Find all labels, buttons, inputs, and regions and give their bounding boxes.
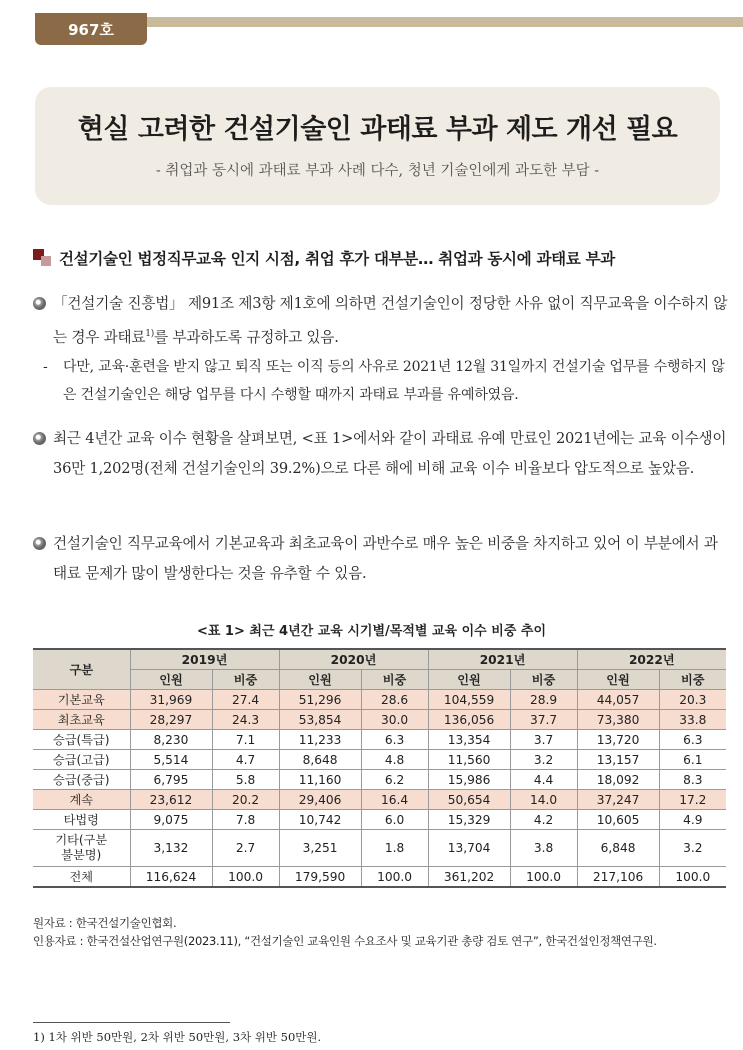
table-cell: 27.4 <box>212 690 279 710</box>
table-cell: 37.7 <box>510 710 577 730</box>
table-cell: 11,233 <box>279 730 361 750</box>
table-cell: 29,406 <box>279 790 361 810</box>
sub-header: 비중 <box>212 670 279 690</box>
table-cell: 4.9 <box>659 810 726 830</box>
table-cell: 23,612 <box>130 790 212 810</box>
education-table <box>33 648 726 888</box>
table-cell: 3.2 <box>659 830 726 867</box>
table-cell: 28,297 <box>130 710 212 730</box>
table-cell: 100.0 <box>510 867 577 888</box>
sub-header: 인원 <box>428 670 510 690</box>
table-row <box>33 750 726 770</box>
table-cell: 6,848 <box>577 830 659 867</box>
issue-number: 967호 <box>68 20 114 39</box>
table-cell: 33.8 <box>659 710 726 730</box>
row-label: 승급(고급) <box>33 750 130 770</box>
table-cell: 18,092 <box>577 770 659 790</box>
row-label: 최초교육 <box>33 710 130 730</box>
table-cell: 8,648 <box>279 750 361 770</box>
table-row <box>33 730 726 750</box>
table-cell: 8.3 <box>659 770 726 790</box>
table-corner-header: 구분 <box>33 649 130 690</box>
table-cell: 8,230 <box>130 730 212 750</box>
paragraph-3 <box>33 529 728 589</box>
table-row <box>33 830 726 867</box>
table-cell: 31,969 <box>130 690 212 710</box>
table-cell: 11,160 <box>279 770 361 790</box>
row-label: 승급(중급) <box>33 770 130 790</box>
source-notes <box>33 914 733 950</box>
row-label: 타법령 <box>33 810 130 830</box>
table-cell: 6.2 <box>361 770 428 790</box>
table-cell: 53,854 <box>279 710 361 730</box>
table-cell: 10,605 <box>577 810 659 830</box>
table-cell: 7.8 <box>212 810 279 830</box>
table-row <box>33 710 726 730</box>
paragraph-1-sub-text: 다만, 교육·훈련을 받지 않고 퇴직 또는 이직 등의 사유로 2021년 12월 31일까지 건설기술 업무를 수행하지 않은 건설기술인은 해당 업무를 다시 수행할 때까지 과태료 부과를 유예하였음. <box>63 359 725 403</box>
year-header: 2021년 <box>428 649 577 670</box>
table-cell: 51,296 <box>279 690 361 710</box>
table-cell: 100.0 <box>212 867 279 888</box>
table-cell: 28.6 <box>361 690 428 710</box>
table-cell: 7.1 <box>212 730 279 750</box>
year-header: 2020년 <box>279 649 428 670</box>
table-cell: 15,986 <box>428 770 510 790</box>
section-heading-text: 건설기술인 법정직무교육 인지 시점, 취업 후가 대부분… 취업과 동시에 과태료 부과 <box>59 250 615 268</box>
paragraph-2-text: 최근 4년간 교육 이수 현황을 살펴보면, <표 1>에서와 같이 과태료 유예 만료인 2021년에는 교육 이수생이 36만 1,202명(전체 건설기술인의 39.2%)으로 다른 해에 비해 교육 이수 비율보다 압도적으로 높았음. <box>53 430 727 477</box>
table-cell: 30.0 <box>361 710 428 730</box>
sub-header: 비중 <box>659 670 726 690</box>
table-cell: 6.3 <box>361 730 428 750</box>
sub-header: 인원 <box>577 670 659 690</box>
sub-header: 인원 <box>279 670 361 690</box>
table-cell: 6.3 <box>659 730 726 750</box>
table-caption: <표 1> 최근 4년간 교육 시기별/목적별 교육 이수 비중 추이 <box>196 624 547 639</box>
footnote-rule <box>33 1022 230 1023</box>
row-label: 전체 <box>33 867 130 888</box>
table-cell: 5,514 <box>130 750 212 770</box>
paragraph-1-text-a: 「건설기술 진흥법」 제91조 제3항 제1호에 의하면 건설기술인이 정당한 사유 없이 직무교육을 이수하지 않는 경우 과태료 <box>53 295 728 346</box>
paragraph-2 <box>33 424 728 484</box>
table-cell: 17.2 <box>659 790 726 810</box>
table-cell: 116,624 <box>130 867 212 888</box>
row-label: 기타(구분 불분명) <box>33 830 130 867</box>
paragraph-1-sub <box>43 353 728 409</box>
table-cell: 104,559 <box>428 690 510 710</box>
table-cell: 28.9 <box>510 690 577 710</box>
table-cell: 20.2 <box>212 790 279 810</box>
sub-header: 인원 <box>130 670 212 690</box>
table-cell: 13,354 <box>428 730 510 750</box>
source-line: 인용자료 : 한국건설산업연구원(2023.11), “건설기술인 교육인원 수요조사 및 교육기관 총량 검토 연구”, 한국건설인정책연구원. <box>33 934 657 948</box>
source-line: 원자료 : 한국건설기술인협회. <box>33 916 177 930</box>
bullet-icon <box>33 537 46 550</box>
sub-header: 비중 <box>510 670 577 690</box>
table-cell: 15,329 <box>428 810 510 830</box>
footnote: 1) 1차 위반 50만원, 2차 위반 50만원, 3차 위반 50만원. <box>33 1030 322 1044</box>
footnote-ref: 1) <box>145 329 155 339</box>
table-cell: 11,560 <box>428 750 510 770</box>
header-rule <box>147 17 743 27</box>
table-cell: 3,132 <box>130 830 212 867</box>
table-cell: 3.2 <box>510 750 577 770</box>
page-subtitle: - 취업과 동시에 과태료 부과 사례 다수, 청년 기술인에게 과도한 부담 - <box>155 163 600 179</box>
page-title: 현실 고려한 건설기술인 과태료 부과 제도 개선 필요 <box>77 114 678 145</box>
table-cell: 4.4 <box>510 770 577 790</box>
table-cell: 10,742 <box>279 810 361 830</box>
table-cell: 100.0 <box>361 867 428 888</box>
table-cell: 4.2 <box>510 810 577 830</box>
section-square-icon <box>33 249 51 267</box>
table-cell: 100.0 <box>659 867 726 888</box>
bullet-icon <box>33 432 46 445</box>
year-header: 2019년 <box>130 649 279 670</box>
year-header: 2022년 <box>577 649 726 670</box>
table-cell: 16.4 <box>361 790 428 810</box>
table-cell: 3.8 <box>510 830 577 867</box>
table-cell: 6.0 <box>361 810 428 830</box>
table-cell: 13,157 <box>577 750 659 770</box>
row-label: 승급(특급) <box>33 730 130 750</box>
table-row <box>33 770 726 790</box>
table-cell: 3,251 <box>279 830 361 867</box>
table-row <box>33 867 726 888</box>
paragraph-1-text-b: 를 부과하도록 규정하고 있음. <box>154 328 339 346</box>
table-row <box>33 810 726 830</box>
table-cell: 361,202 <box>428 867 510 888</box>
table-cell: 13,720 <box>577 730 659 750</box>
paragraph-1 <box>33 289 728 353</box>
row-label: 기본교육 <box>33 690 130 710</box>
table-cell: 179,590 <box>279 867 361 888</box>
row-label: 계속 <box>33 790 130 810</box>
section-heading <box>33 247 733 269</box>
title-box <box>35 87 720 205</box>
table-cell: 13,704 <box>428 830 510 867</box>
bullet-icon <box>33 297 46 310</box>
table-cell: 14.0 <box>510 790 577 810</box>
issue-number-tab <box>35 13 147 45</box>
table-cell: 6.1 <box>659 750 726 770</box>
sub-header: 비중 <box>361 670 428 690</box>
table-cell: 6,795 <box>130 770 212 790</box>
table-cell: 1.8 <box>361 830 428 867</box>
table-cell: 37,247 <box>577 790 659 810</box>
paragraph-3-text: 건설기술인 직무교육에서 기본교육과 최초교육이 과반수로 매우 높은 비중을 차지하고 있어 이 부분에서 과태료 문제가 많이 발생한다는 것을 유추할 수 있음. <box>53 535 718 582</box>
table-cell: 4.8 <box>361 750 428 770</box>
table-cell: 217,106 <box>577 867 659 888</box>
table-cell: 50,654 <box>428 790 510 810</box>
table-cell: 44,057 <box>577 690 659 710</box>
table-cell: 73,380 <box>577 710 659 730</box>
table-row <box>33 790 726 810</box>
table-cell: 5.8 <box>212 770 279 790</box>
table-cell: 136,056 <box>428 710 510 730</box>
table-cell: 20.3 <box>659 690 726 710</box>
table-cell: 4.7 <box>212 750 279 770</box>
table-cell: 2.7 <box>212 830 279 867</box>
dash-marker: - <box>43 359 48 375</box>
table-cell: 3.7 <box>510 730 577 750</box>
table-row <box>33 690 726 710</box>
table-cell: 24.3 <box>212 710 279 730</box>
table-cell: 9,075 <box>130 810 212 830</box>
